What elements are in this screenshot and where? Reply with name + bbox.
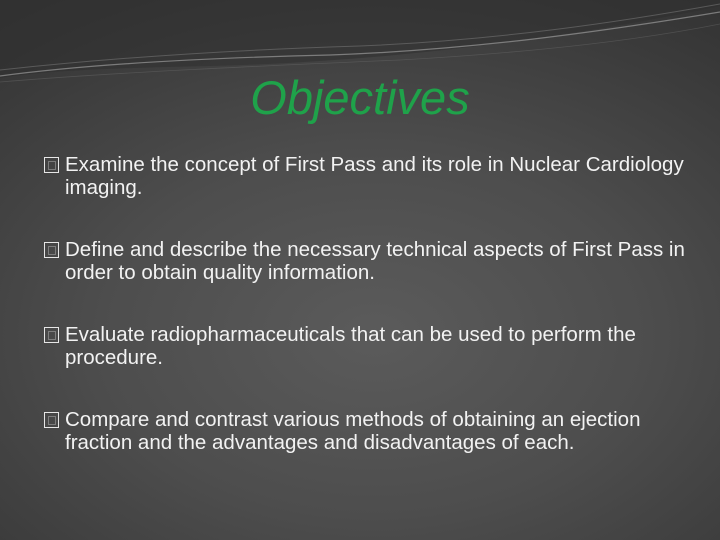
bullet-text: Compare and contrast various methods of obtaining an ejection fraction and the advantages and disadvantages of each. — [65, 408, 641, 454]
square-bullet-icon — [44, 327, 59, 343]
list-item — [42, 153, 692, 199]
objectives-list — [42, 153, 692, 493]
list-item — [42, 238, 692, 284]
list-item — [42, 408, 692, 454]
square-bullet-icon — [44, 242, 59, 258]
slide-title: Objectives — [250, 71, 470, 124]
bullet-text: Examine the concept of First Pass and its role in Nuclear Cardiology imaging. — [65, 153, 684, 199]
square-bullet-icon — [44, 157, 59, 173]
bullet-text: Define and describe the necessary technical aspects of First Pass in order to obtain quality information. — [65, 238, 685, 284]
list-item — [42, 323, 692, 369]
square-bullet-icon — [44, 412, 59, 428]
bullet-text: Evaluate radiopharmaceuticals that can be used to perform the procedure. — [65, 323, 636, 369]
